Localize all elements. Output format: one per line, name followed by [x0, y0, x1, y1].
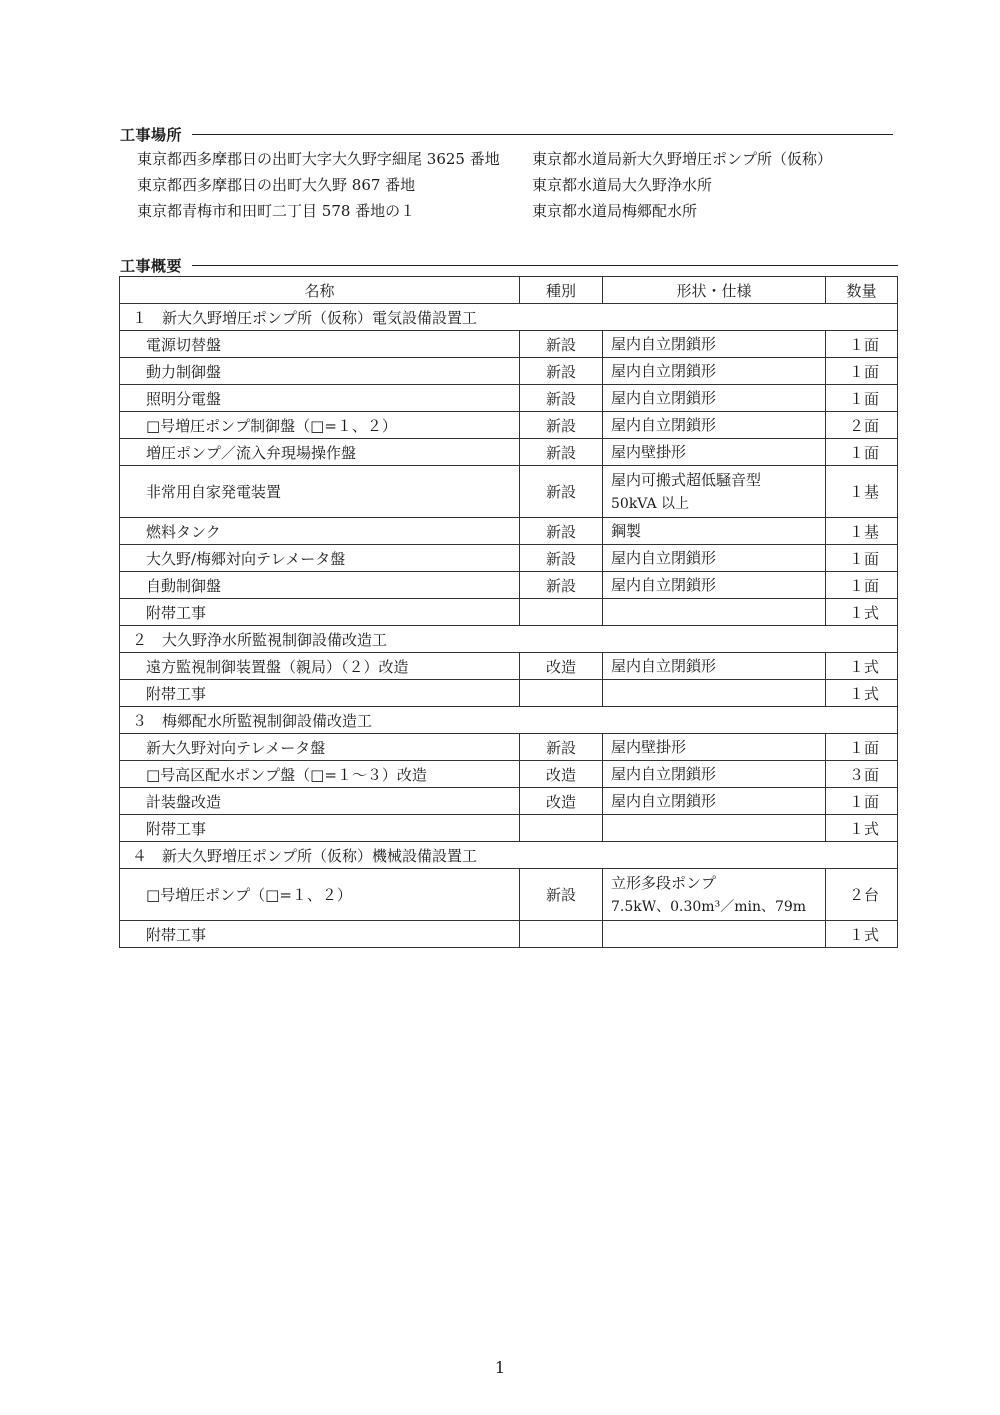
- col-header-qty: 数量: [826, 277, 898, 304]
- section-row: [120, 626, 898, 653]
- item-spec: [603, 599, 826, 626]
- table-row: [120, 466, 898, 518]
- item-qty: １面: [826, 788, 898, 815]
- item-kind: 改造: [520, 653, 603, 680]
- section-title: １ 新大久野増圧ポンプ所（仮称）電気設備設置工: [120, 304, 898, 331]
- item-qty: ２面: [826, 412, 898, 439]
- item-qty: １面: [826, 545, 898, 572]
- heading-rule: [192, 134, 893, 135]
- item-qty: ３面: [826, 761, 898, 788]
- item-kind: 新設: [520, 869, 603, 921]
- table-row: [120, 788, 898, 815]
- item-name: 新大久野対向テレメータ盤: [120, 734, 520, 761]
- table-row: [120, 385, 898, 412]
- section-title: ４ 新大久野増圧ポンプ所（仮称）機械設備設置工: [120, 842, 898, 869]
- item-spec: [603, 869, 826, 921]
- item-spec: [603, 653, 826, 680]
- item-spec: [603, 815, 826, 842]
- item-qty: ２台: [826, 869, 898, 921]
- item-qty: １式: [826, 815, 898, 842]
- spec-line: 屋内自立閉鎖形: [611, 362, 717, 380]
- site-address: 東京都西多摩郡日の出町大久野 867 番地: [137, 176, 416, 194]
- item-spec: [603, 761, 826, 788]
- item-kind: [520, 599, 603, 626]
- site-row: [137, 148, 897, 174]
- site-row: [137, 200, 897, 226]
- item-kind: 新設: [520, 385, 603, 412]
- item-name: □号増圧ポンプ（□=１、２）: [120, 869, 520, 921]
- site-heading: 工事場所: [120, 126, 183, 144]
- spec-line: 屋内自立閉鎖形: [611, 389, 717, 407]
- item-name: 遠方監視制御装置盤（親局）（２）改造: [120, 653, 520, 680]
- item-spec: [603, 518, 826, 545]
- site-facility: 東京都水道局梅郷配水所: [532, 202, 698, 220]
- item-qty: １式: [826, 680, 898, 707]
- spec-line: 屋内自立閉鎖形: [611, 657, 717, 675]
- section-row: [120, 707, 898, 734]
- item-name: 計装盤改造: [120, 788, 520, 815]
- item-qty: １式: [826, 653, 898, 680]
- item-spec: [603, 545, 826, 572]
- item-spec: [603, 788, 826, 815]
- item-qty: １基: [826, 518, 898, 545]
- item-name: 増圧ポンプ／流入弁現場操作盤: [120, 439, 520, 466]
- item-spec: [603, 734, 826, 761]
- item-spec: [603, 385, 826, 412]
- table-row: [120, 331, 898, 358]
- item-name: 自動制御盤: [120, 572, 520, 599]
- item-name: 非常用自家発電装置: [120, 466, 520, 518]
- section-title: ２ 大久野浄水所監視制御設備改造工: [120, 626, 898, 653]
- item-name: □号高区配水ポンプ盤（□=１～３）改造: [120, 761, 520, 788]
- summary-heading: 工事概要: [120, 257, 183, 275]
- spec-line: 屋内自立閉鎖形: [611, 549, 717, 567]
- item-qty: １面: [826, 358, 898, 385]
- item-kind: 新設: [520, 331, 603, 358]
- item-spec: [603, 572, 826, 599]
- col-header-name: 名称: [120, 277, 520, 304]
- item-kind: 改造: [520, 761, 603, 788]
- item-qty: １式: [826, 921, 898, 948]
- summary-section-header: [120, 255, 898, 276]
- section-row: [120, 842, 898, 869]
- section-row: [120, 304, 898, 331]
- table-row: [120, 572, 898, 599]
- spec-line: 鋼製: [611, 522, 642, 540]
- spec-line: 屋内壁掛形: [611, 738, 687, 756]
- table-row: [120, 518, 898, 545]
- spec-line: 屋内壁掛形: [611, 443, 687, 461]
- site-list: [137, 148, 897, 226]
- table-row: [120, 439, 898, 466]
- item-name: 電源切替盤: [120, 331, 520, 358]
- table-row: [120, 734, 898, 761]
- item-spec: [603, 921, 826, 948]
- table-row: [120, 653, 898, 680]
- item-spec: [603, 331, 826, 358]
- item-name: □号増圧ポンプ制御盤（□=１、２）: [120, 412, 520, 439]
- table-row: [120, 815, 898, 842]
- item-name: 燃料タンク: [120, 518, 520, 545]
- spec-line: 屋内自立閉鎖形: [611, 416, 717, 434]
- table-row: [120, 921, 898, 948]
- item-kind: [520, 680, 603, 707]
- site-address: 東京都青梅市和田町二丁目 578 番地の１: [137, 202, 416, 220]
- item-qty: １面: [826, 439, 898, 466]
- site-section-header: [120, 124, 893, 145]
- table-row: [120, 761, 898, 788]
- item-spec: [603, 358, 826, 385]
- item-spec: [603, 466, 826, 518]
- item-spec: [603, 412, 826, 439]
- item-kind: 新設: [520, 412, 603, 439]
- col-header-kind: 種別: [520, 277, 603, 304]
- item-kind: 新設: [520, 466, 603, 518]
- item-name: 附帯工事: [120, 921, 520, 948]
- item-qty: １面: [826, 572, 898, 599]
- item-kind: [520, 921, 603, 948]
- spec-line: 立形多段ポンプ: [611, 873, 717, 892]
- item-kind: 新設: [520, 734, 603, 761]
- works-table: [119, 276, 898, 948]
- item-kind: 新設: [520, 518, 603, 545]
- item-name: 附帯工事: [120, 599, 520, 626]
- col-header-spec: 形状・仕様: [603, 277, 826, 304]
- spec-line: 屋内自立閉鎖形: [611, 576, 717, 594]
- item-kind: 新設: [520, 439, 603, 466]
- page-number: 1: [494, 1358, 506, 1377]
- spec-line: 7.5kW、0.30m³／min、79m: [611, 898, 807, 915]
- spec-line: 屋内自立閉鎖形: [611, 335, 717, 353]
- spec-line: 屋内可搬式超低騒音型: [611, 470, 762, 489]
- item-name: 附帯工事: [120, 680, 520, 707]
- site-row: [137, 174, 897, 200]
- item-qty: １面: [826, 385, 898, 412]
- table-row: [120, 358, 898, 385]
- heading-rule: [192, 265, 898, 266]
- works-table-body: [120, 304, 898, 948]
- item-kind: 新設: [520, 358, 603, 385]
- table-header-row: [120, 277, 898, 304]
- spec-line: 屋内自立閉鎖形: [611, 765, 717, 783]
- table-row: [120, 412, 898, 439]
- table-row: [120, 599, 898, 626]
- site-facility: 東京都水道局大久野浄水所: [532, 176, 713, 194]
- item-kind: [520, 815, 603, 842]
- item-name: 大久野/梅郷対向テレメータ盤: [120, 545, 520, 572]
- table-row: [120, 545, 898, 572]
- item-name: 動力制御盤: [120, 358, 520, 385]
- item-spec: [603, 439, 826, 466]
- item-spec: [603, 680, 826, 707]
- item-qty: １面: [826, 331, 898, 358]
- site-facility: 東京都水道局新大久野増圧ポンプ所（仮称）: [532, 150, 833, 168]
- item-kind: 新設: [520, 572, 603, 599]
- item-name: 附帯工事: [120, 815, 520, 842]
- item-qty: １基: [826, 466, 898, 518]
- item-kind: 新設: [520, 545, 603, 572]
- item-qty: １面: [826, 734, 898, 761]
- item-qty: １式: [826, 599, 898, 626]
- spec-line: 50kVA 以上: [611, 495, 690, 512]
- item-name: 照明分電盤: [120, 385, 520, 412]
- site-address: 東京都西多摩郡日の出町大字大久野字細尾 3625 番地: [137, 150, 500, 168]
- spec-line: 屋内自立閉鎖形: [611, 792, 717, 810]
- section-title: ３ 梅郷配水所監視制御設備改造工: [120, 707, 898, 734]
- table-row: [120, 869, 898, 921]
- item-kind: 改造: [520, 788, 603, 815]
- table-row: [120, 680, 898, 707]
